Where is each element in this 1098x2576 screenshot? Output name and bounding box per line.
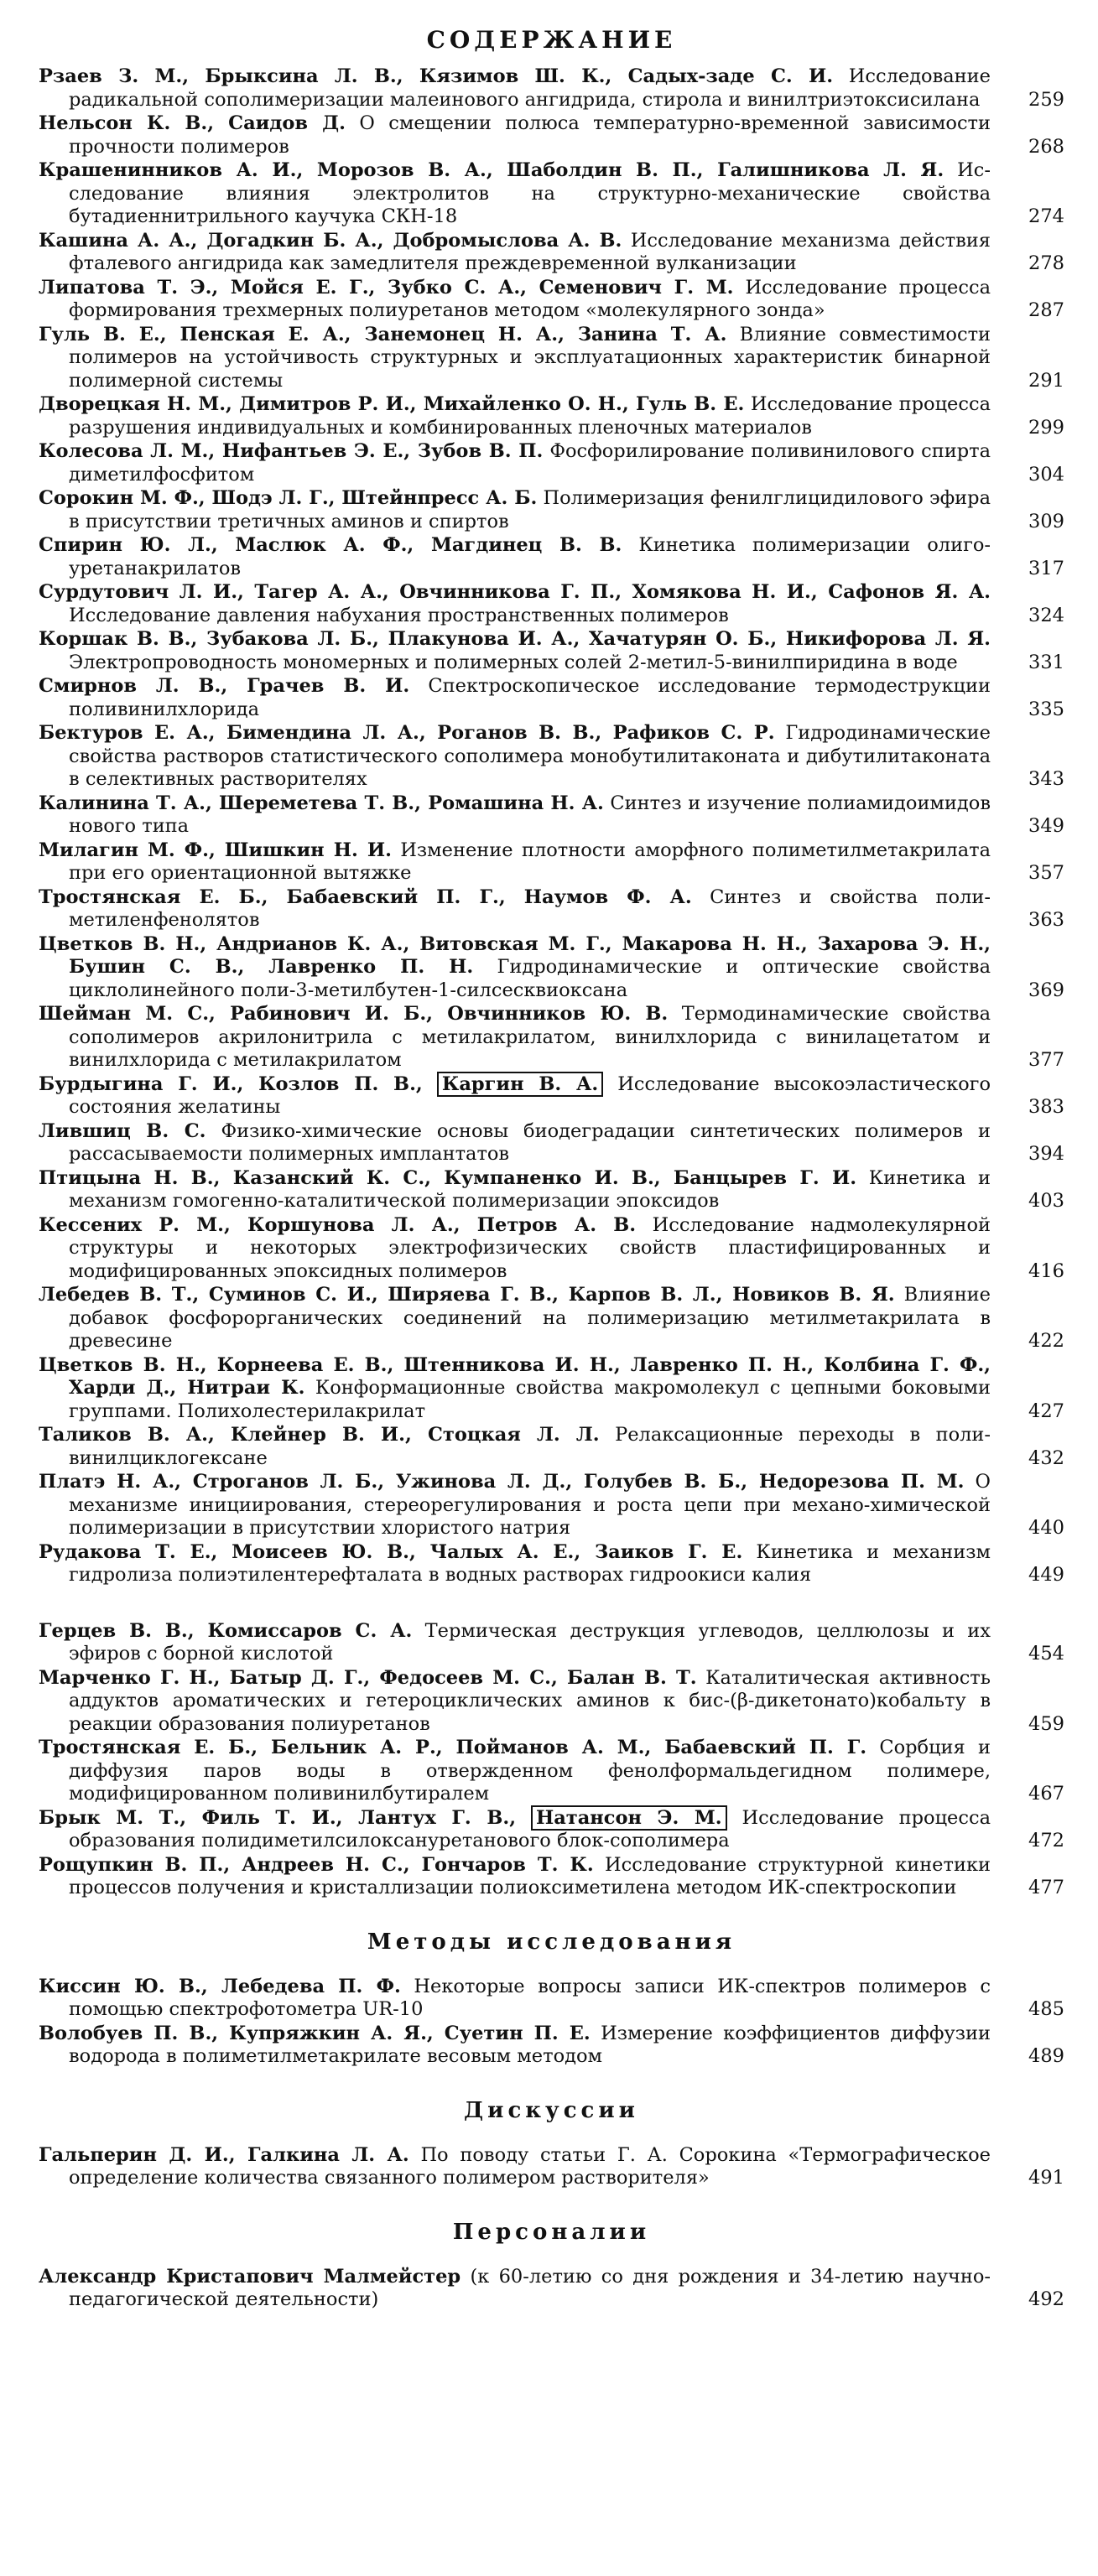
entry-authors: Рзаев З. М., Брыксина Л. В., Кязимов Ш. К., Садых-заде С. И. [39,65,834,87]
entry-text [39,2144,991,2190]
entry-title: Электропроводность мономерных и полимерных солей 2-метил-5-винилпиридина в воде [69,651,958,673]
entry-page-number: 349 [1028,815,1064,837]
toc-entry [39,1003,1064,1072]
toc-entry [39,2266,1064,2312]
entry-text [39,792,991,839]
entry-page-number: 317 [1028,557,1064,579]
entry-text [39,230,991,276]
toc-entry [39,1807,1064,1853]
entry-text [39,324,991,393]
toc-entry [39,393,1064,439]
toc-entry [39,112,1064,158]
entry-page-number: 449 [1028,1564,1064,1586]
entry-text [39,1214,991,1284]
toc-entry [39,628,1064,674]
toc-entry [39,1667,1064,1737]
entry-text [39,886,991,932]
toc-entry [39,2144,1064,2190]
entry-page-number: 274 [1028,205,1064,227]
entry-page-number: 485 [1028,1998,1064,2020]
entry-authors: Гуль В. Е., Пенская Е. А., Занемонец Н. А., Занина Т. А. [39,323,727,345]
entry-authors: Сорокин М. Ф., Шодэ Л. Г., Штейнпресс А. Б. [39,487,538,509]
entry-text [39,1167,991,1213]
entry-text [39,2023,991,2069]
entry-text [39,1284,991,1353]
entry-authors: Волобуев П. В., Купряжкин А. Я., Суетин П. Е. [39,2022,591,2044]
entry-title: Кинетика и механизм гидролиза полиэтилентерефталата в водных растворах гидроокиси калия [69,1540,991,1586]
entry-text [39,628,991,674]
entry-authors: Бурдыгина Г. И., Козлов П. В., [39,1072,423,1095]
entry-text [39,1471,991,1540]
entry-title: Изменение плотности аморфного полиметилметакрилата при его ориентационной вытяжке [69,839,991,884]
entry-page-number: 477 [1028,1877,1064,1898]
entry-authors: Рудакова Т. Е., Моисеев Ю. В., Чалых А. Е., Заиков Г. Е. [39,1540,743,1563]
entry-text [39,839,991,886]
entry-authors: Калинина Т. А., Шереметева Т. В., Ромашина Н. А. [39,792,604,814]
entry-text [39,159,991,229]
entry-authors: Цветков В. Н., Андрианов К. А., Витовская М. Г., Макарова Н. Н., Захарова Э. Н., Бушин С. В., Лавренко П. Н. [39,932,991,978]
entry-authors: Птицына Н. В., Казанский К. С., Кумпаненко И. В., Банцырев Г. И. [39,1166,857,1189]
entry-page-number: 259 [1028,88,1064,111]
entry-title: Кинетика и механизм гомогенно-каталитической полимеризации эпоксидов [69,1166,991,1212]
entry-authors: Милагин М. Ф., Шишкин Н. И. [39,839,392,861]
entry-text [39,675,991,721]
entry-text [39,1737,991,1806]
entry-authors: Брык М. Т., Филь Т. И., Лантух Г. В., [39,1806,517,1829]
entry-text [39,1120,991,1166]
entry-page-number: 331 [1028,651,1064,673]
toc-entry [39,277,1064,323]
toc-entry [39,324,1064,393]
entry-text [39,1976,991,2022]
entry-text [39,1667,991,1737]
entry-page-number: 492 [1028,2288,1064,2310]
entry-page-number: 491 [1028,2167,1064,2189]
toc-entry [39,1976,1064,2022]
entry-authors: Смирнов Л. В., Грачев В. И. [39,675,410,697]
entry-text [39,65,991,112]
entry-title: Синтез и свойства полиметиленфенолятов [69,886,991,931]
toc-entry [39,1214,1064,1284]
section-heading: Методы исследования [367,1929,736,1955]
toc-entry [39,1541,1064,1587]
entry-title: Исследование механизма действия фталевого ангидрида как замедлителя преждевременной вулканизации [69,229,991,274]
entry-page-number: 304 [1028,463,1064,486]
entry-text [39,722,991,792]
toc-entry [39,839,1064,886]
entry-authors: Герцев В. В., Комиссаров С. А. [39,1619,413,1642]
entry-authors: Тростянская Е. Б., Бельник А. Р., Пойманов А. М., Бабаевский П. Г. [39,1737,867,1758]
toc-entry [39,1120,1064,1166]
entry-text [39,1807,991,1853]
entry-authors: Колесова Л. М., Нифантьев Э. Е., Зубов В. П. [39,440,544,462]
entry-title: Термодинамические свойства сополимеров акрилонитрила с метилакрилатом, винилхлорида с винилацетатом и винилхлорида с метилакрилатом [69,1003,991,1071]
entry-authors: Таликов В. А., Клейнер В. И., Стоцкая Л. Л. [39,1424,600,1446]
entry-title: Исследование высокоэластического состояния желатины [69,1072,991,1118]
entry-title: Исследование давления набухания пространственных полимеров [69,604,729,626]
entry-authors: Лебедев В. Т., Суминов С. И., Ширяева Г. В., Карпов В. Л., Новиков В. Я. [39,1284,895,1306]
entry-text [39,1620,991,1666]
entry-title: Полимеризация фенилглицидилового эфира в присутствии третичных аминов и спиртов [69,487,991,532]
toc-entry [39,1424,1064,1470]
entry-author-boxed: Каргин В. А. [437,1072,603,1097]
entry-title: Исследование радикальной сополимеризации малеинового ангидрида, стирола и винилтриэтоксисилана [69,65,991,111]
toc-entry [39,792,1064,839]
toc-entry [39,933,1064,1003]
entry-authors: Нельсон К. В., Саидов Д. [39,112,346,134]
entry-title: Влияние добавок фосфорорганических соединений на полимеризацию метилметакрилата в древесине [69,1284,991,1352]
entry-page-number: 357 [1028,862,1064,884]
entry-authors: Бектуров Е. А., Бимендина Л. А., Роганов В. В., Рафиков С. Р. [39,722,775,744]
entry-title: Релаксационные переходы в поливинилциклогексане [69,1424,991,1469]
entry-authors: Крашенинников А. И., Морозов В. А., Шаболдин В. П., Галишникова Л. Я. [39,159,944,181]
entry-text [39,1541,991,1587]
entry-authors: Марченко Г. Н., Батыр Д. Г., Федосеев М. С., Балан В. Т. [39,1666,697,1689]
entry-authors: Коршак В. В., Зубакова Л. Б., Плакунова И. А., Хачатурян О. Б., Никифорова Л. Я. [39,628,991,650]
entry-text [39,440,991,486]
entry-title: Конформационные свойства макромолекул с цепными боковыми группами. Полихолестерилакрилат [69,1377,991,1422]
entry-title: Влияние совместимости полимеров на устойчивость структурных и эксплуатационных характеристик бинарной полимерной системы [69,323,991,392]
entry-page-number: 299 [1028,416,1064,439]
entry-authors: Киссин Ю. В., Лебедева П. Ф. [39,1975,401,1997]
entry-title: О механизме инициирования, стереорегулирования и роста цепи при механо-химической полимеризации в присутствии хлористого натрия [69,1471,991,1539]
entry-page-number: 369 [1028,979,1064,1001]
entry-page-number: 440 [1028,1517,1064,1539]
entry-authors: Сурдутович Л. И., Тагер А. А., Овчинникова Г. П., Хомякова Н. И., Сафонов Я. А. [39,581,991,603]
entry-page-number: 343 [1028,768,1064,790]
entry-page-number: 363 [1028,909,1064,931]
entry-title: Измерение коэффициентов диффузии водорода в полиметилметакрилате весовым методом [69,2022,991,2067]
toc-entry [39,1471,1064,1540]
toc-entry [39,675,1064,721]
entry-page-number: 416 [1028,1259,1064,1282]
entry-authors: Лившиц В. С. [39,1119,206,1142]
entry-authors: Платэ Н. А., Строганов Л. Б., Ужинова Л. Д., Голубев В. Б., Недорезова П. М. [39,1471,965,1493]
entry-title: Гидродинамические свойства растворов статистического сополимера монобутилитаконата и дибутилитаконата в селективных растворителях [69,722,991,790]
entry-text [39,534,991,580]
entry-title: Термическая деструкция углеводов, целлюлозы и их эфиров с борной кислотой [69,1619,991,1665]
entry-title: Исследование надмолекулярной структуры и некоторых электрофизических свойств пластифицированных и модифицированных эпоксидных полимеров [69,1213,991,1282]
entry-page-number: 403 [1028,1190,1064,1212]
entry-page-number: 472 [1028,1830,1064,1852]
toc-entry [39,159,1064,229]
entry-text [39,1354,991,1424]
entry-text [39,112,991,158]
entry-title: Кинетика полимеризации олигоуретанакрилатов [69,534,991,579]
entry-authors: Тростянская Е. Б., Бабаевский П. Г., Наумов Ф. А. [39,886,692,908]
entry-title: Исследование влияния электролитов на структурно-механические свойства бутадиеннитрильного каучука СКН-18 [69,159,991,227]
section-heading: Дискуссии [464,2097,639,2123]
entry-page-number: 377 [1028,1049,1064,1071]
section-heading: Персоналии [452,2219,651,2245]
toc-entry [39,1073,1064,1119]
entry-authors: Гальперин Д. И., Галкина Л. А. [39,2143,409,2166]
entry-page-number: 394 [1028,1143,1064,1165]
entry-title: Физико-химические основы биодеградации синтетических полимеров и рассасываемости полимерных имплантатов [69,1119,991,1165]
entry-title: Спектроскопическое исследование термодеструкции поливинилхлорида [69,675,991,720]
toc-entry [39,2023,1064,2069]
toc-entry [39,65,1064,112]
entry-title: Сорбция и диффузия паров воды в отвержденном фенолформальдегидном полимере, модифицированном поливинилбутиралем [69,1737,991,1805]
entry-page-number: 324 [1028,604,1064,626]
entry-authors: Липатова Т. Э., Мойся Е. Г., Зубко С. А., Семенович Г. М. [39,276,734,299]
entry-page-number: 309 [1028,510,1064,532]
section-gap [39,1588,1064,1620]
toc-entry [39,722,1064,792]
entry-page-number: 278 [1028,252,1064,274]
toc-entry [39,886,1064,932]
entry-page-number: 432 [1028,1446,1064,1469]
toc-body [39,65,1064,2312]
toc-entry [39,534,1064,580]
entry-text [39,581,991,627]
toc-entry [39,1620,1064,1666]
entry-text [39,1854,991,1900]
entry-page-number: 489 [1028,2045,1064,2067]
entry-title: О смещении полюса температурно-временной зависимости прочности полимеров [69,112,991,158]
entry-text [39,1073,991,1119]
entry-title: Исследование процесса образования полидиметилсилоксануретанового блок-сополимера [69,1806,991,1852]
toc-entry [39,1354,1064,1424]
entry-page-number: 454 [1028,1643,1064,1665]
entry-text [39,277,991,323]
toc-entry [39,487,1064,533]
toc-entry [39,1854,1064,1900]
entry-title: Гидродинамические и оптические свойства циклолинейного поли-3-метилбутен-1-силсесквиоксана [69,956,991,1001]
entry-title: По поводу статьи Г. А. Сорокина «Термографическое определение количества связанного полимером растворителя» [69,2143,991,2189]
entry-page-number: 287 [1028,299,1064,321]
entry-title: (к 60-летию со дня рождения и 34-летию научно-педагогической деятельности) [69,2265,991,2310]
toc-entry [39,230,1064,276]
entry-page-number: 268 [1028,135,1064,158]
entry-text [39,1003,991,1072]
entry-title: Фосфорилирование поливинилового спирта диметилфосфитом [69,440,991,486]
entry-title: Исследование процесса формирования трехмерных полиуретанов методом «молекулярного зонда» [69,276,991,321]
entry-text [39,2266,991,2312]
entry-title: Некоторые вопросы записи ИК-спектров полимеров с помощью спектрофотометра UR-10 [69,1975,991,2020]
entry-title: Синтез и изучение полиамидоимидов нового типа [69,792,991,837]
entry-text [39,933,991,1003]
entry-page-number: 459 [1028,1712,1064,1735]
toc-entry [39,1737,1064,1806]
entry-authors: Дворецкая Н. М., Димитров Р. И., Михайленко О. Н., Гуль В. Е. [39,393,745,415]
entry-title: Исследование процесса разрушения индивидуальных и комбинированных пленочных материалов [69,393,991,439]
entry-page-number: 383 [1028,1096,1064,1118]
entry-author-boxed: Натансон Э. М. [531,1805,727,1831]
entry-title: Каталитическая активность аддуктов ароматических и гетероциклических аминов к бис-(β-дикетонато)кобальту в реакции образования полиуретанов [69,1666,991,1735]
entry-authors: Шейман М. С., Рабинович И. Б., Овчинников Ю. В. [39,1003,669,1025]
entry-text [39,393,991,439]
entry-text [39,487,991,533]
entry-authors: Цветков В. Н., Корнеева Е. В., Штенникова И. Н., Лавренко П. Н., Колбина Г. Ф., Харди Д., Нитраи К. [39,1353,991,1399]
toc-entry [39,581,1064,627]
contents-heading: СОДЕРЖАНИЕ [426,26,677,54]
entry-page-number: 427 [1028,1400,1064,1422]
entry-page-number: 291 [1028,369,1064,392]
entry-text [39,1424,991,1470]
entry-title: Исследование структурной кинетики процессов получения и кристаллизации полиоксиметилена методом ИК-спектроскопии [69,1853,991,1898]
entry-authors: Кессених Р. М., Коршунова Л. А., Петров А. В. [39,1213,637,1236]
entry-authors: Кашина А. А., Догадкин Б. А., Добромыслова А. В. [39,229,622,252]
toc-entry [39,1167,1064,1213]
toc-entry [39,1284,1064,1353]
toc-entry [39,440,1064,486]
entry-authors: Александр Кристапович Малмейстер [39,2265,461,2288]
entry-page-number: 467 [1028,1783,1064,1805]
entry-page-number: 422 [1028,1330,1064,1352]
entry-authors: Рощупкин В. П., Андреев Н. С., Гончаров Т. К. [39,1853,594,1876]
entry-page-number: 335 [1028,698,1064,720]
entry-authors: Спирин Ю. Л., Маслюк А. Ф., Магдинец В. В. [39,534,622,556]
